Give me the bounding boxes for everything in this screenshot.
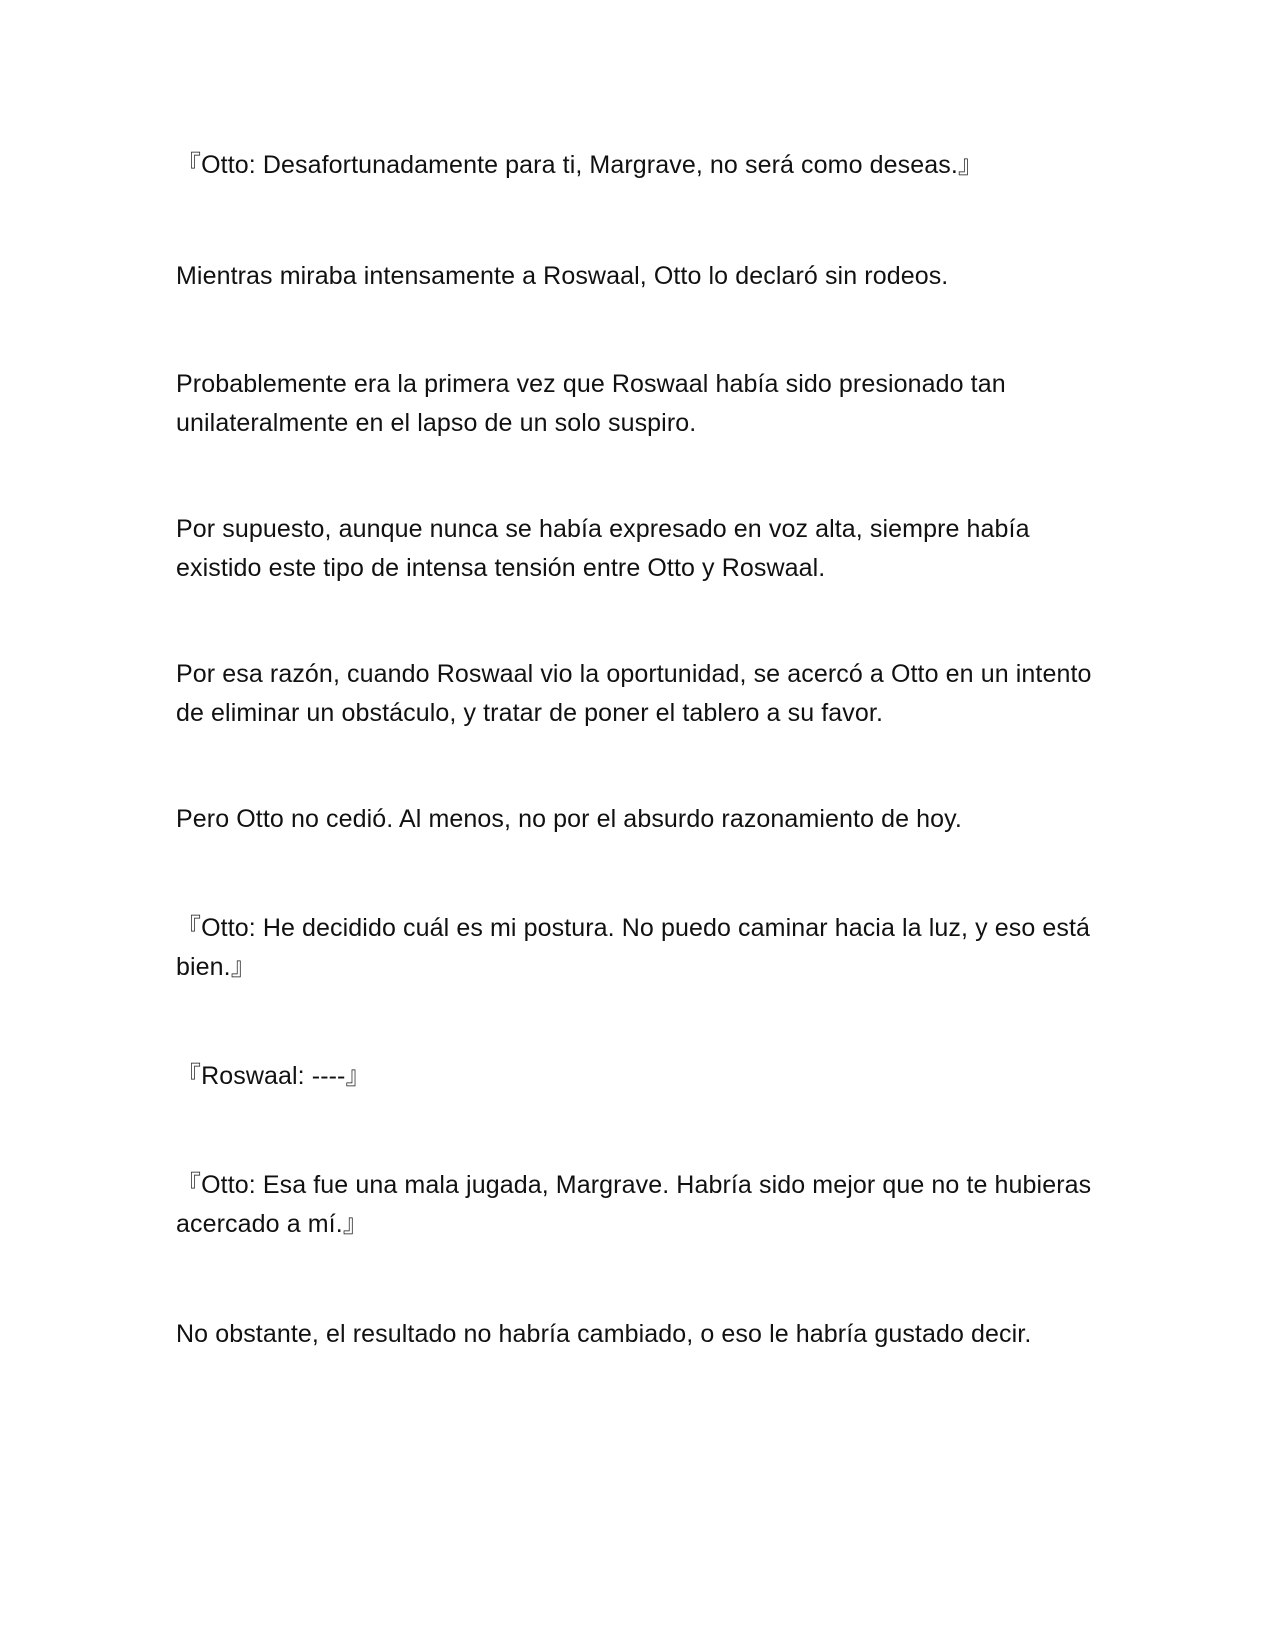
paragraph-dialogue: 『Otto: Esa fue una mala jugada, Margrave. Habría sido mejor que no te hubieras acercado a mí.』 — [176, 1171, 1092, 1238]
paragraph-narration: Pero Otto no cedió. Al menos, no por el absurdo razonamiento de hoy. — [176, 805, 962, 833]
paragraph-dialogue: 『Roswaal: ----』 — [176, 1062, 371, 1090]
paragraph-narration: Mientras miraba intensamente a Roswaal, Otto lo declaró sin rodeos. — [176, 262, 949, 290]
paragraph-dialogue: 『Otto: He decidido cuál es mi postura. No puedo caminar hacia la luz, y eso está bien.』 — [176, 914, 1091, 981]
paragraph-narration: Por esa razón, cuando Roswaal vio la oportunidad, se acercó a Otto en un intento de eliminar un obstáculo, y tratar de poner el tablero a su favor. — [176, 660, 1092, 727]
paragraph-dialogue: 『Otto: Desafortunadamente para ti, Margrave, no será como deseas.』 — [176, 151, 983, 179]
paragraph-narration: Probablemente era la primera vez que Roswaal había sido presionado tan unilateralmente en el lapso de un solo suspiro. — [176, 370, 1006, 437]
paragraph-narration: Por supuesto, aunque nunca se había expresado en voz alta, siempre había existido este tipo de intensa tensión entre Otto y Roswaal. — [176, 515, 1030, 582]
paragraph-narration: No obstante, el resultado no habría cambiado, o eso le habría gustado decir. — [176, 1320, 1032, 1348]
